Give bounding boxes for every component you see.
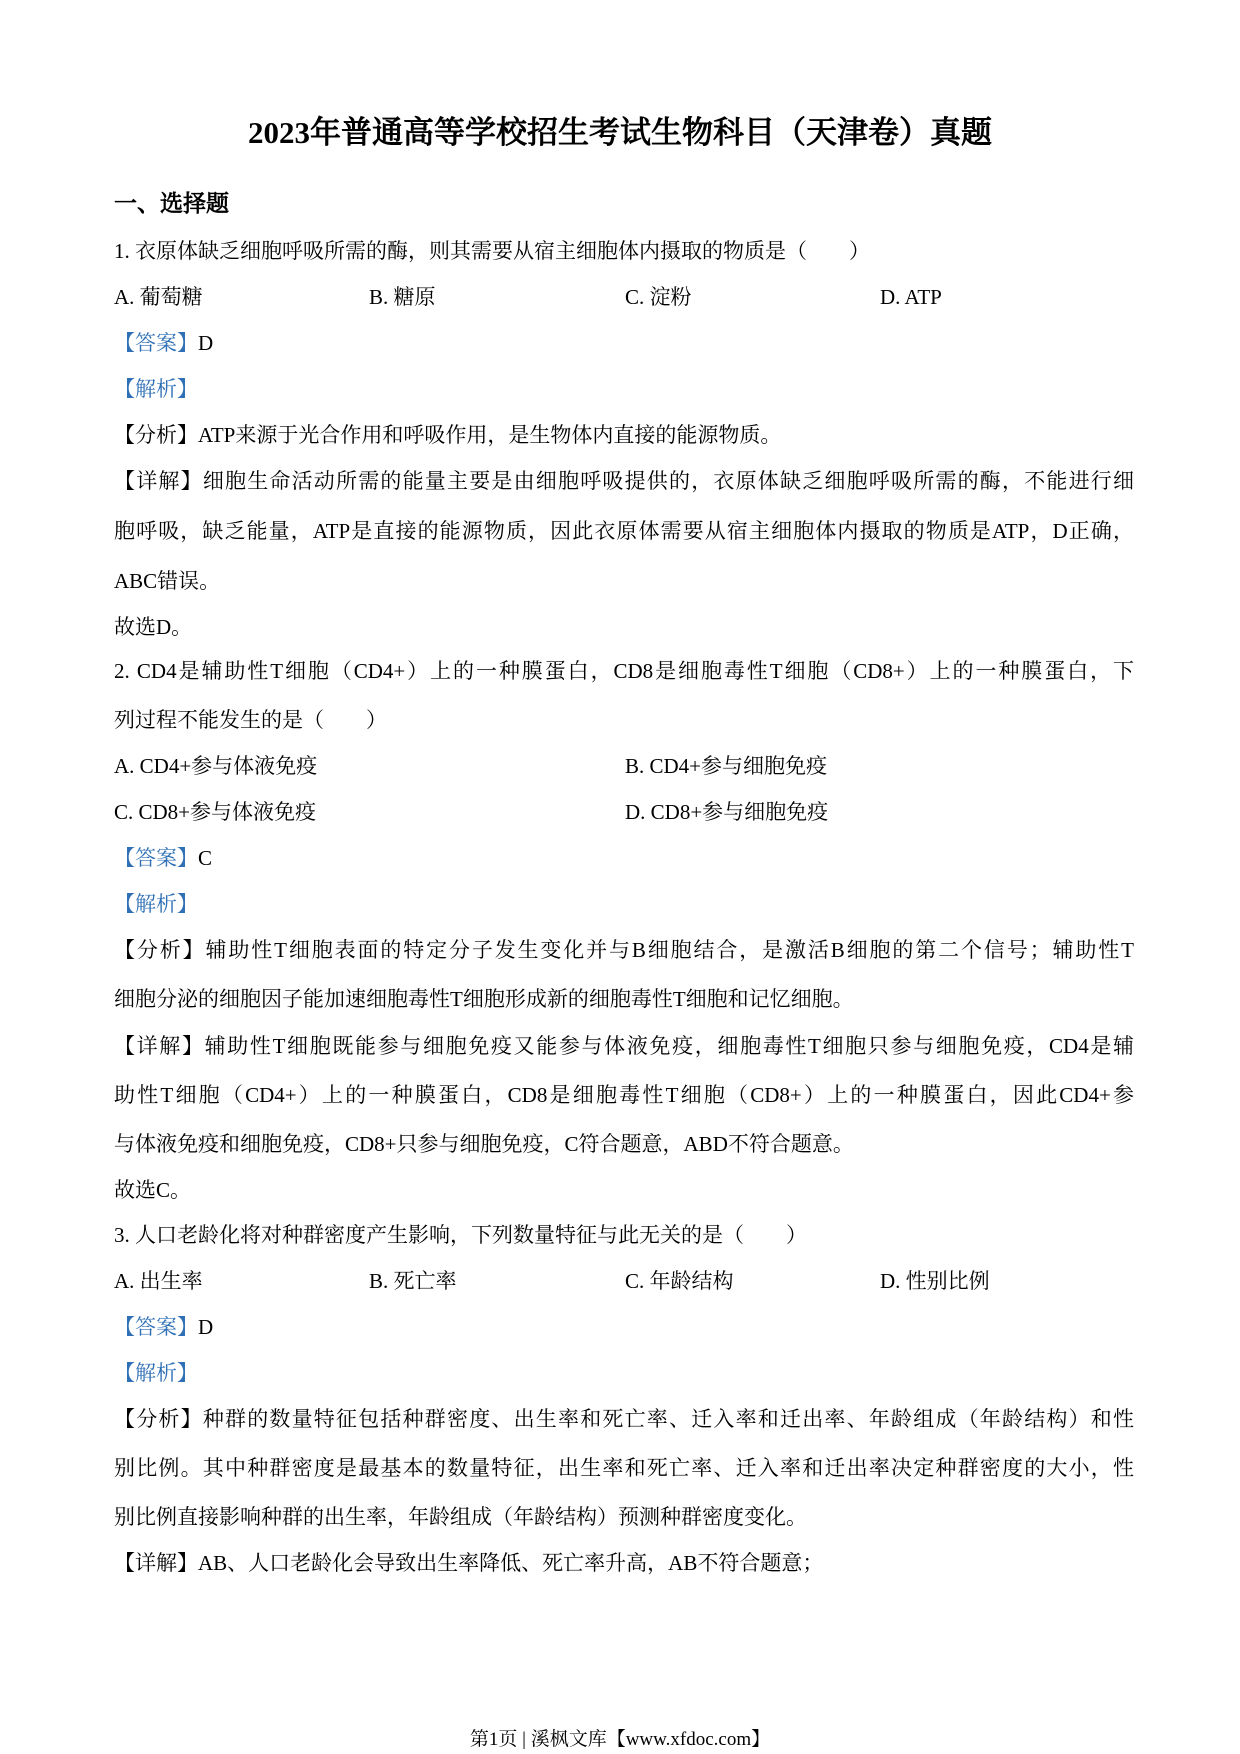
page-footer: 第1页 | 溪枫文库【www.xfdoc.com】 xyxy=(469,1729,771,1750)
q2-option-d: D. CD8+参与细胞免疫 xyxy=(625,800,829,824)
xiangjie-label: 【详解】 xyxy=(114,469,203,493)
q3-option-b: B. 死亡率 xyxy=(369,1269,457,1293)
xiangjie-label: 【详解】 xyxy=(114,1551,198,1575)
page-title: 2023年普通高等学校招生考试生物科目（天津卷）真题 xyxy=(248,115,992,150)
q2-xiangjie-line-2: 助性T细胞（CD4+）上的一种膜蛋白，CD8是细胞毒性T细胞（CD8+）上的一种膜蛋白，因此CD4+参 xyxy=(114,1083,1134,1107)
q2-option-b: B. CD4+参与细胞免疫 xyxy=(625,754,828,778)
q3-option-c: C. 年龄结构 xyxy=(625,1269,734,1293)
fenxi-label: 【分析】 xyxy=(114,423,198,447)
q3-fenxi-line-2: 别比例。其中种群密度是最基本的数量特征，出生率和死亡率、迁入率和迁出率决定种群密度的大小，性 xyxy=(114,1456,1134,1480)
fenxi-label: 【分析】 xyxy=(114,938,206,962)
answer-value: C xyxy=(198,846,213,870)
q2-option-c: C. CD8+参与体液免疫 xyxy=(114,800,317,824)
q1-option-c: C. 淀粉 xyxy=(625,285,692,309)
q3-analysis-label: 【解析】 xyxy=(114,1361,198,1385)
xiangjie-text: 细胞生命活动所需的能量主要是由细胞呼吸提供的，衣原体缺乏细胞呼吸所需的酶，不能进行细 xyxy=(202,469,1135,493)
answer-label: 【答案】 xyxy=(114,1315,198,1339)
q2-fenxi-line-2: 细胞分泌的细胞因子能加速细胞毒性T细胞形成新的细胞毒性T细胞和记忆细胞。 xyxy=(114,987,854,1011)
q1-xiangjie-line-1 xyxy=(114,466,1134,496)
q1-conclusion: 故选D。 xyxy=(114,615,193,639)
answer-value: D xyxy=(198,331,214,355)
fenxi-text: 种群的数量特征包括种群密度、出生率和死亡率、迁入率和迁出率、年龄组成（年龄结构）和性 xyxy=(202,1407,1135,1431)
q3-option-d: D. 性别比例 xyxy=(880,1269,990,1293)
q1-xiangjie-line-2: 胞呼吸，缺乏能量，ATP是直接的能源物质，因此衣原体需要从宿主细胞体内摄取的物质是ATP，D正确， xyxy=(114,519,1134,543)
fenxi-text: ATP来源于光合作用和呼吸作用，是生物体内直接的能源物质。 xyxy=(198,423,782,447)
answer-value: D xyxy=(198,1315,214,1339)
question-2-stem-line-1: 2. CD4是辅助性T细胞（CD4+）上的一种膜蛋白，CD8是细胞毒性T细胞（CD8+）上的一种膜蛋白，下 xyxy=(114,659,1134,683)
q3-answer xyxy=(114,1312,1134,1342)
xiangjie-label: 【详解】 xyxy=(114,1034,205,1058)
q3-fenxi-line-3: 别比例直接影响种群的出生率，年龄组成（年龄结构）预测种群密度变化。 xyxy=(114,1505,807,1529)
q1-option-b: B. 糖原 xyxy=(369,285,436,309)
question-3-stem: 3. 人口老龄化将对种群密度产生影响，下列数量特征与此无关的是（ ） xyxy=(114,1223,807,1247)
q1-answer xyxy=(114,328,1134,358)
q1-fenxi xyxy=(114,420,1134,450)
fenxi-label: 【分析】 xyxy=(114,1407,203,1431)
q3-fenxi-line-1 xyxy=(114,1404,1134,1434)
q2-option-a: A. CD4+参与体液免疫 xyxy=(114,754,318,778)
answer-label: 【答案】 xyxy=(114,846,198,870)
q1-option-a: A. 葡萄糖 xyxy=(114,285,203,309)
q2-answer xyxy=(114,843,1134,873)
q1-analysis-label: 【解析】 xyxy=(114,377,198,401)
q1-option-d: D. ATP xyxy=(880,285,942,309)
q2-analysis-label: 【解析】 xyxy=(114,892,198,916)
xiangjie-text: AB、人口老龄化会导致出生率降低、死亡率升高，AB不符合题意； xyxy=(198,1551,824,1575)
fenxi-text: 辅助性T细胞表面的特定分子发生变化并与B细胞结合，是激活B细胞的第二个信号；辅助性T xyxy=(205,938,1134,962)
q2-fenxi-line-1 xyxy=(114,935,1134,965)
q1-xiangjie-line-3: ABC错误。 xyxy=(114,569,221,593)
answer-label: 【答案】 xyxy=(114,331,198,355)
q3-option-a: A. 出生率 xyxy=(114,1269,203,1293)
q2-xiangjie-line-1 xyxy=(114,1031,1134,1061)
question-2-stem-line-2: 列过程不能发生的是（ ） xyxy=(114,708,387,732)
q2-xiangjie-line-3: 与体液免疫和细胞免疫，CD8+只参与细胞免疫，C符合题意，ABD不符合题意。 xyxy=(114,1132,854,1156)
q2-conclusion: 故选C。 xyxy=(114,1178,192,1202)
xiangjie-text: 辅助性T细胞既能参与细胞免疫又能参与体液免疫，细胞毒性T细胞只参与细胞免疫，CD4是辅 xyxy=(204,1034,1134,1058)
section-heading: 一、选择题 xyxy=(114,191,229,216)
q3-xiangjie-line-1 xyxy=(114,1548,1134,1578)
question-1-stem: 1. 衣原体缺乏细胞呼吸所需的酶，则其需要从宿主细胞体内摄取的物质是（ ） xyxy=(114,239,870,263)
